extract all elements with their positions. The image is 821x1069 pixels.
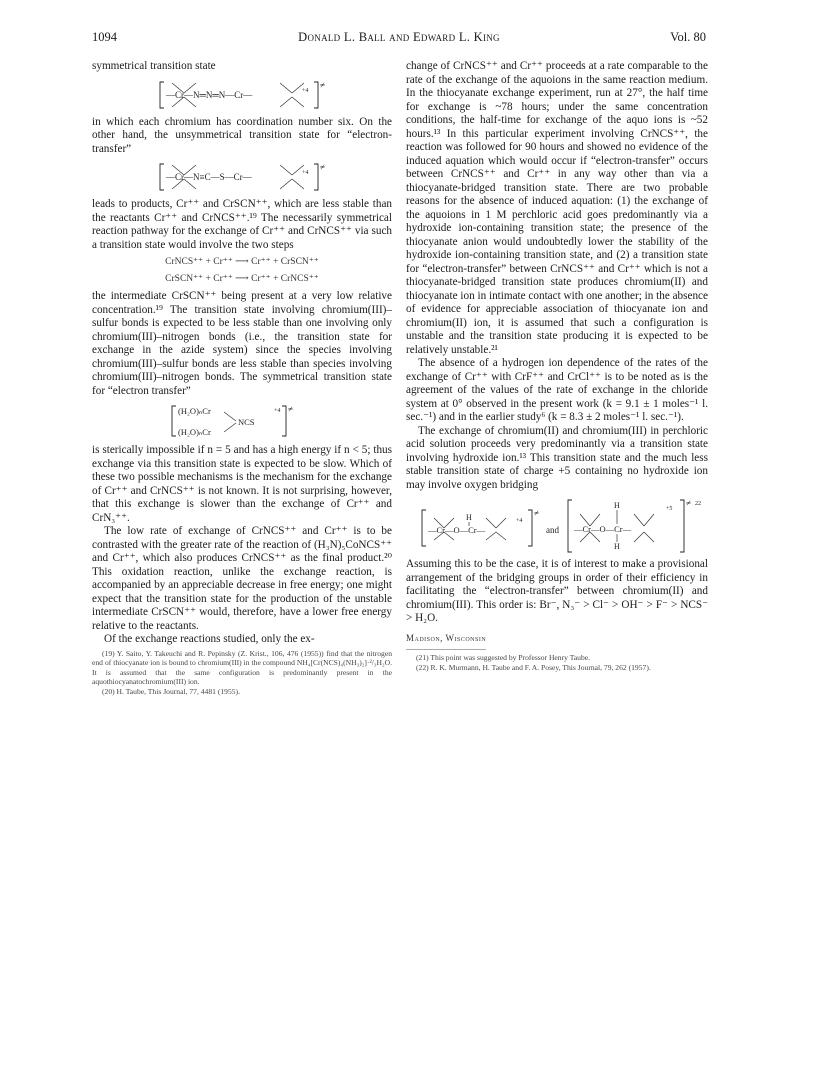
paragraph: symmetrical transition state	[92, 60, 216, 72]
oxygen-bridge-diagram	[406, 496, 708, 554]
svg-text:—Cr—O—Cr—: —Cr—O—Cr—	[428, 525, 486, 535]
svg-text:and: and	[546, 525, 559, 535]
author-line: Donald L. Ball and Edward L. King	[298, 30, 500, 44]
thiocyanate-bridge-diagram	[92, 160, 392, 194]
svg-text:+4: +4	[516, 518, 523, 524]
paragraph: in which each chromium has coordination number six. On the other hand, the unsymmetrical transition state for “electron-transfer”	[92, 115, 392, 155]
left-column	[92, 60, 392, 696]
footnote-22: (22) R. K. Murmann, H. Taube and F. A. Posey, This Journal, 79, 262 (1957).	[416, 662, 651, 672]
paragraph: leads to products, Cr⁺⁺ and CrSCN⁺⁺, which are less stable than the reactants Cr⁺⁺ and CrNCS⁺⁺.¹⁹ The necessarily symmetrical reaction pathway for the exchange of Cr⁺⁺ and CrNCS⁺⁺ via such a transition state would involve the two steps	[92, 198, 392, 251]
svg-text:≠: ≠	[534, 508, 539, 518]
svg-text:NCS: NCS	[238, 417, 255, 427]
svg-text:+4: +4	[302, 170, 309, 176]
svg-text:22: 22	[695, 501, 701, 507]
azide-bridge-diagram	[92, 78, 392, 112]
reaction-equation-2: CrSCN⁺⁺ + Cr⁺⁺ ⟶ Cr⁺⁺ + CrNCS⁺⁺	[165, 274, 319, 284]
svg-text:H: H	[466, 513, 472, 522]
right-column	[406, 60, 708, 672]
structural-formula-ncs-bridge	[92, 402, 392, 440]
footnote-19: (19) Y. Saito, Y. Takeuchi and R. Pepinsky (Z. Krist., 106, 476 (1955)) find that the nitrogen end of thiocyanate ion is bound to chromium(III) in the compound NH₄[Cr(NCS)₄(NH₃)₂]·²/₃H₂O. It is assumed that the same configuration is predominantly present in the aquothiocyanatochromium(III) ion.	[92, 648, 392, 687]
svg-text:≠: ≠	[686, 498, 691, 508]
svg-text:+4: +4	[302, 87, 309, 94]
svg-text:+5: +5	[666, 506, 673, 512]
ncs-bridge-diagram	[92, 402, 392, 440]
reaction-equation-1: CrNCS⁺⁺ + Cr⁺⁺ ⟶ Cr⁺⁺ + CrSCN⁺⁺	[165, 257, 319, 267]
footnotes-right	[406, 653, 708, 672]
paragraph: The low rate of exchange of CrNCS⁺⁺ and Cr⁺⁺ is to be contrasted with the greater rate of the reaction of (H₃N)₅CoNCS⁺⁺ and Cr⁺⁺, which also produces CrNCS⁺⁺ as the final product.²⁰ This oxidation reaction, unlike the exchange reaction, is accompanied by an appreciable decrease in free energy; one might expect that the transition state for the production of the unstable intermediate CrSCN⁺⁺ would, therefore, have a lower free energy relative to the reactants.	[92, 525, 392, 632]
svg-text:—Cr—O—Cr—: —Cr—O—Cr—	[574, 524, 632, 534]
paragraph: Of the exchange reactions studied, only the ex-	[104, 633, 315, 645]
svg-text:—Cr—N═N═N—Cr—: —Cr—N═N═N—Cr—	[166, 89, 253, 100]
svg-text:—Cr—N≡C—S—Cr—: —Cr—N≡C—S—Cr—	[166, 172, 252, 182]
paragraph: The absence of a hydrogen ion dependence of the rates of the exchange of Cr⁺⁺ with CrF⁺⁺ and CrCl⁺⁺ is to be noted as is the agreement of the values of the rate of exchange in the chloride system at 0° observed in the present work (k = 9.1 ± 1 moles⁻¹ l. sec.⁻¹) and in the earlier study⁶ (k = 8.3 ± 2 moles⁻¹ l. sec.⁻¹).	[406, 357, 708, 423]
paragraph: The exchange of chromium(II) and chromium(III) in perchloric acid solution proceeds very predominantly via a transition state involving hydroxide ion.¹³ This transition state and the much less stable transition state of charge +5 containing no hydroxide ion may involve oxygen bridging	[406, 424, 708, 491]
svg-text:(H₂O)ₙCr: (H₂O)ₙCr	[178, 406, 211, 416]
paragraph: the intermediate CrSCN⁺⁺ being present at a very low relative concentration.¹⁹ The transition state involving chromium(III)–sulfur bonds is expected to be less stable than one involving only chromium(III)–nitrogen bonds (i.e., the transition state for exchange in the azide system) since the species involving chromium(III)–sulfur bonds are less stable than species involving chromium(III)–nitrogen bonds. The symmetrical transition state for “electron transfer”	[92, 290, 392, 397]
paragraph: change of CrNCS⁺⁺ and Cr⁺⁺ proceeds at a rate comparable to the rate of the exchange of the aquoions in the same reaction medium. In the thiocyanate exchange experiment, run at 27°, the half time for exchange is ~78 hours; under the same concentration conditions, the half-time for exchange of the aquo ions is ~52 hours.¹³ In this particular experiment involving CrNCS⁺⁺, the reaction was followed for 90 hours and showed no evidence of the induced aquation which would occur if “electron-transfer” occurs between CrNCS⁺⁺ and Cr⁺⁺ in any way other than via a thiocyanate-bridged transition state. There are two probable reasons for the absence of induced aquation: (1) the exchange of the aquoions in 1 M perchloric acid goes predominantly via a hydroxide ion-containing transition state; the presence of the thiocyanate anion would undoubtedly lower the stability of the hydroxide ion-containing transition state, and (2) a transition state for “electron-transfer” between CrNCS⁺⁺ and Cr⁺⁺ which is not a thiocyanate-bridged transition state produces chromium(II) and thiocyanate ion in intimate contact with one another; in the absence of evidence for appreciable association of thiocyanate ion and chromium(II) ion, it is assumed that such a configuration is unstable and the transition state producing it is expected to be relatively unstable.²¹	[406, 60, 708, 356]
structural-formula-oxygen-bridge	[406, 496, 708, 554]
structural-formula-azide	[92, 78, 392, 112]
affiliation-place: Madison, Wisconsin	[406, 632, 487, 643]
footnote-20: (20) H. Taube, This Journal, 77, 4481 (1955).	[102, 686, 240, 696]
footnote-21: (21) This point was suggested by Professor Henry Taube.	[416, 653, 591, 662]
volume-label: Vol. 80	[670, 30, 706, 44]
svg-text:≠: ≠	[320, 162, 325, 172]
running-header	[92, 30, 706, 48]
svg-text:≠: ≠	[320, 79, 325, 90]
footnote-rule	[406, 649, 486, 650]
svg-text:≠: ≠	[288, 404, 293, 414]
svg-text:H: H	[614, 501, 620, 510]
svg-text:H: H	[614, 542, 620, 551]
footnotes-left	[92, 649, 392, 697]
page-number: 1094	[92, 30, 117, 44]
paragraph: is sterically impossible if n = 5 and has a high energy if n < 5; thus exchange via this transition state is expected to be slow. Which of these two possible mechanisms is the mechanism for the exchange of Cr⁺⁺ and CrNCS⁺⁺ is not known. It is not surprising, however, that this exchange is slower than the exchange of Cr⁺⁺ and CrN₃⁺⁺.	[92, 444, 392, 524]
svg-text:(H₂O)ₙCr: (H₂O)ₙCr	[178, 427, 211, 437]
svg-text:+4: +4	[274, 408, 281, 414]
paragraph: Assuming this to be the case, it is of interest to make a provisional arrangement of the bridging groups in order of their efficiency in facilitating the “electron-transfer” between chromium(II) and chromium(III). This order is: Br⁻, N₃⁻ > Cl⁻ > OH⁻ > F⁻ > NCS⁻ > H₂O.	[406, 558, 708, 624]
structural-formula-thiocyanate	[92, 160, 392, 194]
